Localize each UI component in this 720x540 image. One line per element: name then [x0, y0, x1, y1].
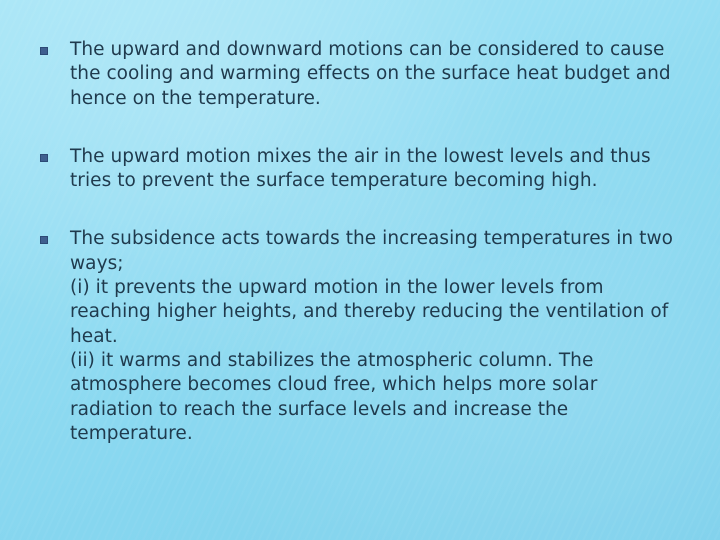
bullet-item-motions-effects	[40, 38, 685, 111]
bullet-text: The upward motion mixes the air in the lowest levels and thus tries to prevent the surface temperature becoming high.	[70, 145, 651, 192]
bullet-text: The subsidence acts towards the increasing temperatures in two ways;	[70, 228, 673, 274]
bullet-list	[40, 38, 685, 446]
bullet-item-subsidence	[40, 227, 685, 446]
bullet-subpoint-i: (i) it prevents the upward motion in the lower levels from reaching higher heights, and thereby reducing the ventilation of heat.	[70, 277, 669, 347]
square-bullet-icon	[40, 236, 48, 244]
bullet-subpoint-ii: (ii) it warms and stabilizes the atmospheric column. The atmosphere becomes cloud free, which helps more solar radiation to reach the surface levels and increase the temperature.	[70, 349, 598, 444]
square-bullet-icon	[40, 47, 48, 55]
bullet-item-upward-motion	[40, 145, 685, 194]
square-bullet-icon	[40, 154, 48, 162]
bullet-text: The upward and downward motions can be considered to cause the cooling and warming effects on the surface heat budget and hence on the temperature.	[70, 39, 671, 109]
